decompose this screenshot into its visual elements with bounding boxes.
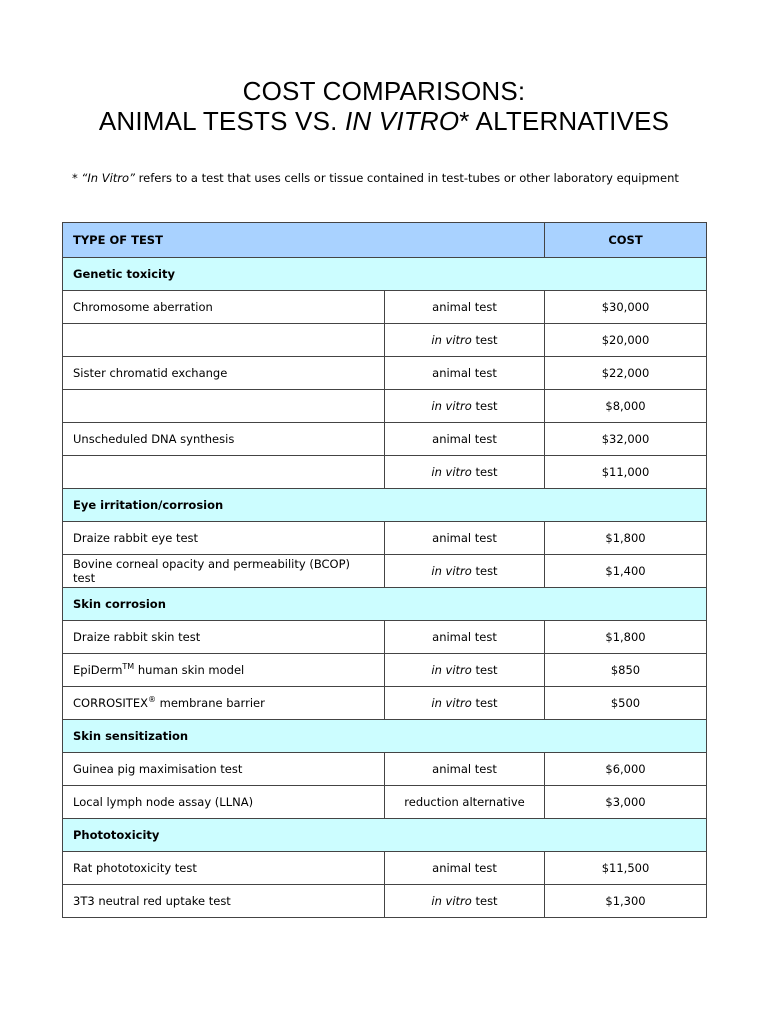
category-genetic-toxicity: Genetic toxicity <box>63 258 707 291</box>
test-method: in vitro test <box>385 555 545 588</box>
title-line-1: COST COMPARISONS: <box>242 76 526 106</box>
test-cost: $20,000 <box>545 324 707 357</box>
table-row <box>63 555 707 588</box>
test-method: animal test <box>385 357 545 390</box>
category-row <box>63 258 707 291</box>
test-name: Local lymph node assay (LLNA) <box>63 786 385 819</box>
test-name: Sister chromatid exchange <box>63 357 385 390</box>
test-method: in vitro test <box>385 390 545 423</box>
footnote-text: refers to a test that uses cells or tissue contained in test-tubes or other laboratory equipment <box>135 171 679 185</box>
test-name: EpiDerm™ human skin model <box>63 654 385 687</box>
test-cost: $11,500 <box>545 852 707 885</box>
header-cost: COST <box>545 223 707 258</box>
page-title <box>0 76 768 136</box>
test-name: Bovine corneal opacity and permeability (BCOP) test <box>63 555 385 588</box>
header-type-of-test: TYPE OF TEST <box>63 223 545 258</box>
table-row <box>63 291 707 324</box>
table-row <box>63 390 707 423</box>
test-name-empty <box>63 390 385 423</box>
test-cost: $3,000 <box>545 786 707 819</box>
category-skin-sensitization: Skin sensitization <box>63 720 707 753</box>
table-row <box>63 885 707 918</box>
table-row <box>63 522 707 555</box>
title-line-2-em: IN VITRO <box>344 106 460 136</box>
test-method: in vitro test <box>385 687 545 720</box>
title-line-2-prefix: ANIMAL TESTS VS. <box>98 106 345 136</box>
test-cost: $1,800 <box>545 621 707 654</box>
test-name: Rat phototoxicity test <box>63 852 385 885</box>
category-eye-irritation: Eye irritation/corrosion <box>63 489 707 522</box>
title-line-2 <box>0 106 768 136</box>
test-method: animal test <box>385 291 545 324</box>
category-row <box>63 720 707 753</box>
category-row <box>63 819 707 852</box>
test-cost: $6,000 <box>545 753 707 786</box>
table-row <box>63 654 707 687</box>
table-row <box>63 786 707 819</box>
test-cost: $32,000 <box>545 423 707 456</box>
category-row <box>63 588 707 621</box>
test-method: animal test <box>385 852 545 885</box>
test-name: CORROSITEX® membrane barrier <box>63 687 385 720</box>
test-method: in vitro test <box>385 654 545 687</box>
category-phototoxicity: Phototoxicity <box>63 819 707 852</box>
test-name-empty <box>63 456 385 489</box>
test-name: Guinea pig maximisation test <box>63 753 385 786</box>
test-method: reduction alternative <box>385 786 545 819</box>
table-row <box>63 687 707 720</box>
test-name: Unscheduled DNA synthesis <box>63 423 385 456</box>
test-name-empty <box>63 324 385 357</box>
table-row <box>63 753 707 786</box>
test-cost: $1,400 <box>545 555 707 588</box>
test-cost: $8,000 <box>545 390 707 423</box>
test-method: animal test <box>385 621 545 654</box>
test-method: animal test <box>385 522 545 555</box>
test-cost: $850 <box>545 654 707 687</box>
test-method: in vitro test <box>385 456 545 489</box>
test-name: Chromosome aberration <box>63 291 385 324</box>
footnote-marker: * <box>72 171 82 185</box>
test-cost: $30,000 <box>545 291 707 324</box>
category-skin-corrosion: Skin corrosion <box>63 588 707 621</box>
title-line-2-suffix: * ALTERNATIVES <box>459 106 670 136</box>
table-row <box>63 852 707 885</box>
test-method: animal test <box>385 753 545 786</box>
test-name: Draize rabbit skin test <box>63 621 385 654</box>
test-name: 3T3 neutral red uptake test <box>63 885 385 918</box>
test-cost: $1,800 <box>545 522 707 555</box>
table-header-row <box>63 223 707 258</box>
table-row <box>63 456 707 489</box>
test-name: Draize rabbit eye test <box>63 522 385 555</box>
test-method: animal test <box>385 423 545 456</box>
test-method: in vitro test <box>385 885 545 918</box>
footnote-term: “In Vitro” <box>81 171 135 185</box>
test-cost: $1,300 <box>545 885 707 918</box>
table-row <box>63 324 707 357</box>
category-row <box>63 489 707 522</box>
table-row <box>63 357 707 390</box>
test-cost: $11,000 <box>545 456 707 489</box>
test-cost: $500 <box>545 687 707 720</box>
test-method: in vitro test <box>385 324 545 357</box>
footnote <box>72 170 722 186</box>
table-row <box>63 423 707 456</box>
table-row <box>63 621 707 654</box>
cost-table <box>62 222 707 918</box>
test-cost: $22,000 <box>545 357 707 390</box>
